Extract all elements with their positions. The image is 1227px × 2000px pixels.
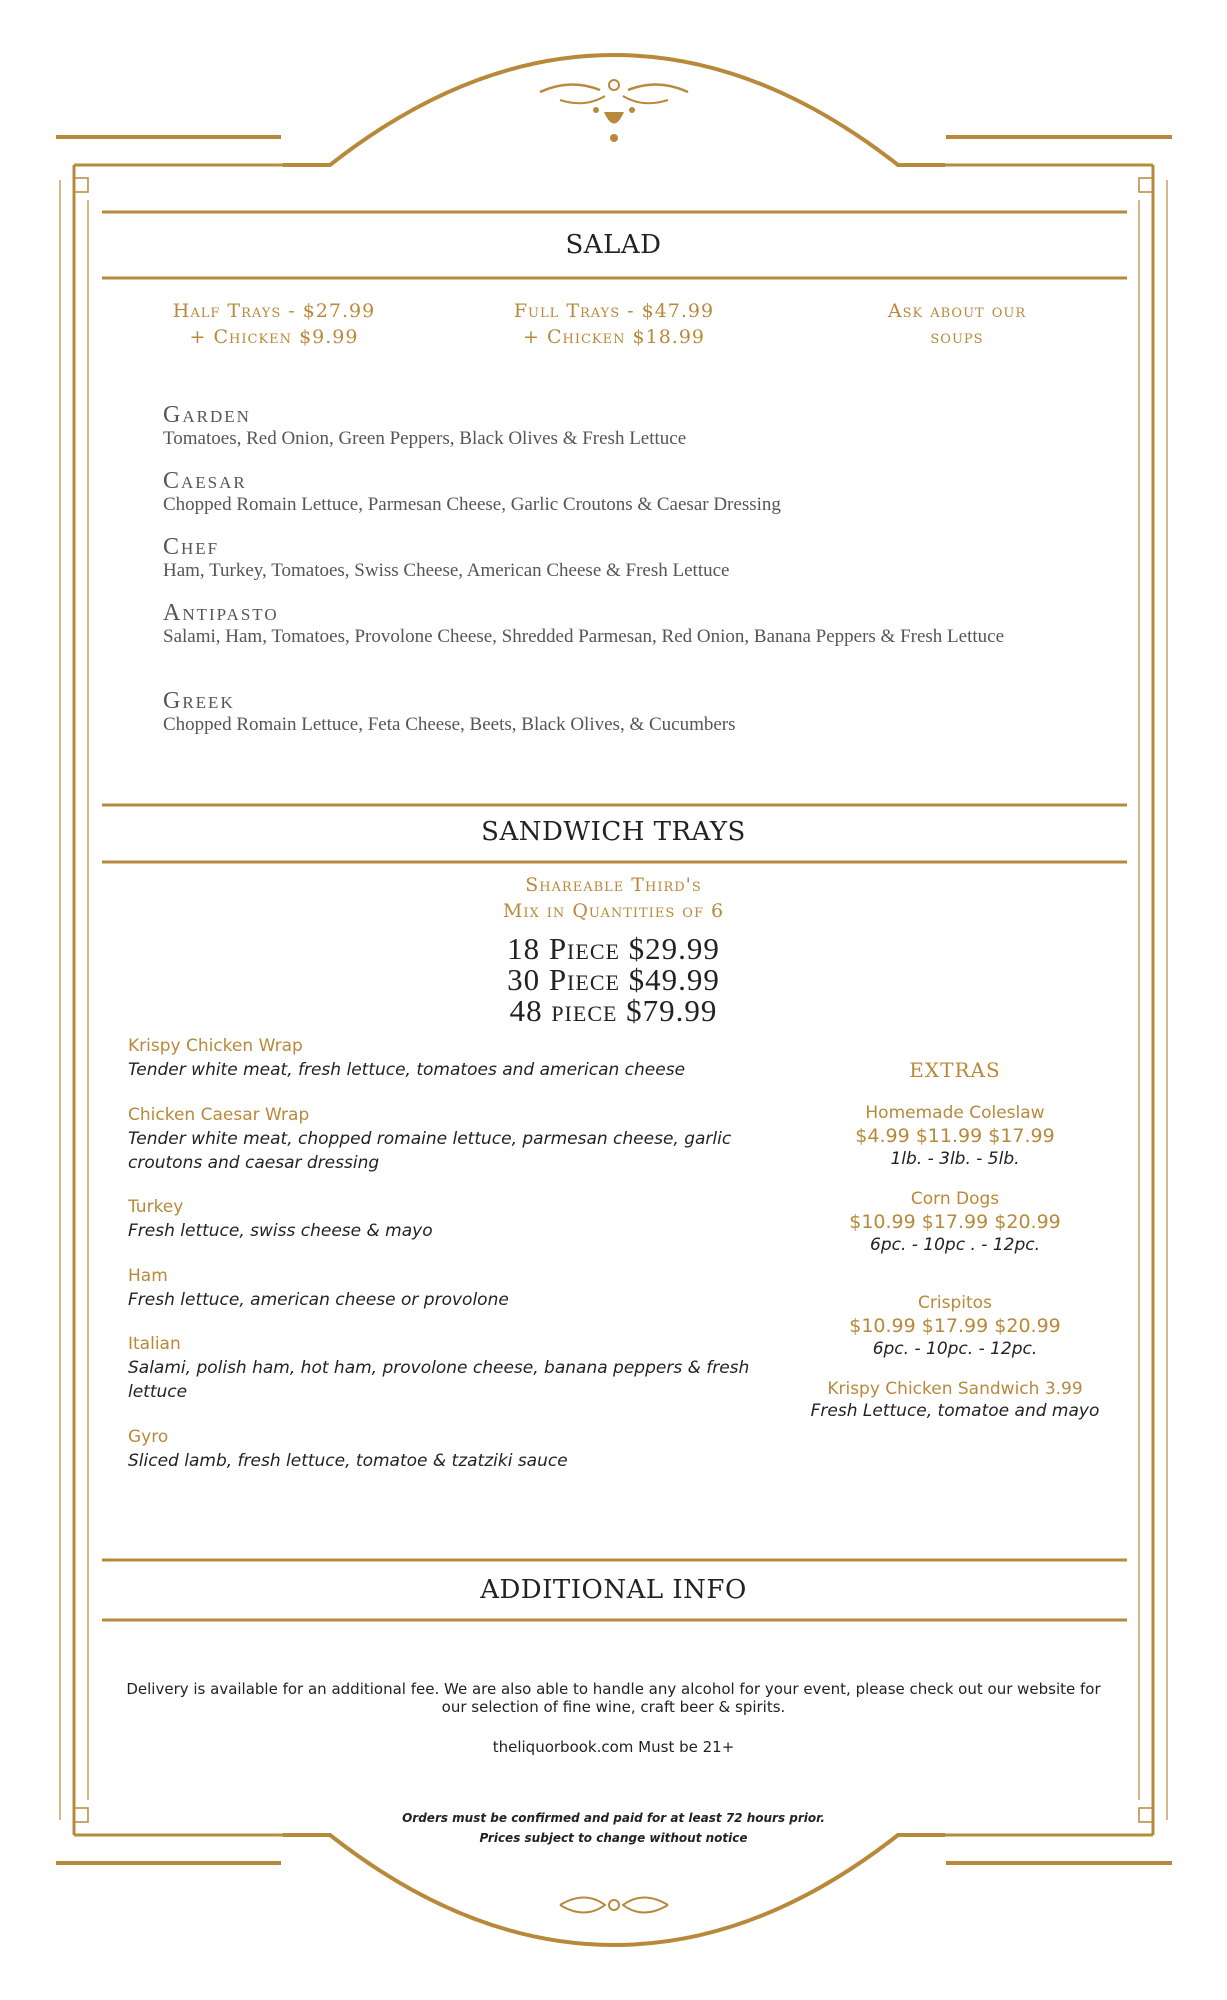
salad-title: SALAD: [565, 230, 662, 260]
piece-price: 48 piece $79.99: [509, 993, 718, 1028]
sandwich-name: Krispy Chicken Wrap: [128, 1036, 303, 1056]
sandwich-item: [128, 1333, 758, 1404]
extra-name: Crispitos: [918, 1293, 992, 1313]
salad-item: [163, 600, 1093, 647]
extra-item: [800, 1188, 1110, 1256]
order-notes: [0, 1808, 1227, 1848]
sandwich-desc: Salami, polish ham, hot ham, provolone cheese, banana peppers & fresh lettuce: [128, 1358, 750, 1402]
extra-qty: Fresh Lettuce, tomatoe and mayo: [810, 1401, 1100, 1421]
info-text: Delivery is available for an additional fee. We are also able to handle any alcohol for your event, please check out our website for our selection of fine wine, craft beer & spirits.: [126, 1680, 1101, 1716]
ask-line-1: Ask about our: [887, 300, 1027, 322]
extra-price: $10.99 $17.99 $20.99: [849, 1315, 1061, 1337]
sandwich-desc: Fresh lettuce, american cheese or provolone: [128, 1290, 509, 1310]
sandwich-title: SANDWICH TRAYS: [481, 817, 746, 847]
sandwich-desc: Fresh lettuce, swiss cheese & mayo: [128, 1221, 433, 1241]
sandwich-item: [128, 1104, 758, 1175]
salad-desc: Chopped Romain Lettuce, Parmesan Cheese, Garlic Croutons & Caesar Dressing: [163, 494, 781, 515]
salad-name: Garden: [163, 402, 251, 428]
sandwich-desc: Tender white meat, fresh lettuce, tomatoes and american cheese: [128, 1060, 686, 1080]
sandwich-subtitle: [0, 872, 1227, 924]
sandwich-name: Chicken Caesar Wrap: [128, 1105, 310, 1125]
full-trays-label: Full Trays - $47.99: [513, 300, 715, 322]
sandwich-name: Turkey: [128, 1197, 184, 1217]
salad-item: [163, 402, 1093, 449]
extra-qty: 6pc. - 10pc. - 12pc.: [872, 1339, 1038, 1359]
extra-qty: 1lb. - 3lb. - 5lb.: [890, 1149, 1020, 1169]
extra-price: $10.99 $17.99 $20.99: [849, 1211, 1061, 1233]
extras-title: EXTRAS: [909, 1058, 1001, 1082]
salad-item: [163, 468, 1093, 515]
extra-name: Corn Dogs: [910, 1189, 1000, 1209]
piece-price: 18 Piece $29.99: [507, 931, 720, 966]
half-trays-price: [124, 298, 424, 350]
salad-desc: Chopped Romain Lettuce, Feta Cheese, Beets, Black Olives, & Cucumbers: [163, 714, 736, 735]
sandwich-item: [128, 1196, 758, 1243]
salad-name: Greek: [163, 688, 235, 714]
website-link[interactable]: theliquorbook.com Must be 21+: [492, 1738, 735, 1756]
sandwich-sub-2: Mix in Quantities of 6: [502, 900, 725, 922]
half-trays-label: Half Trays - $27.99: [172, 300, 376, 322]
sandwich-desc: Sliced lamb, fresh lettuce, tomatoe & tzatziki sauce: [128, 1451, 568, 1471]
salad-item: [163, 534, 1093, 581]
extra-name: Homemade Coleslaw: [865, 1103, 1045, 1123]
full-chicken-label: + Chicken $18.99: [522, 326, 705, 348]
full-trays-price: [464, 298, 764, 350]
piece-price: 30 Piece $49.99: [507, 962, 720, 997]
salad-name: Antipasto: [163, 600, 279, 626]
sandwich-desc: Tender white meat, chopped romaine lettuce, parmesan cheese, garlic croutons and caesar dressing: [128, 1129, 732, 1173]
extra-item: [800, 1378, 1110, 1422]
sandwich-item: [128, 1426, 758, 1473]
salad-desc: Ham, Turkey, Tomatoes, Swiss Cheese, American Cheese & Fresh Lettuce: [163, 560, 730, 581]
sandwich-item: [128, 1035, 758, 1082]
salad-name: Caesar: [163, 468, 247, 494]
extra-item: [800, 1292, 1110, 1360]
sandwich-item: [128, 1265, 758, 1312]
salad-desc: Tomatoes, Red Onion, Green Peppers, Black Olives & Fresh Lettuce: [163, 428, 687, 449]
extra-price: $4.99 $11.99 $17.99: [855, 1125, 1055, 1147]
piece-prices: [0, 933, 1227, 1026]
ask-about-soups: [807, 298, 1107, 350]
sandwich-sub-1: Shareable Third's: [525, 874, 702, 896]
extra-item: [800, 1102, 1110, 1170]
order-note-2: Prices subject to change without notice: [479, 1831, 748, 1845]
extra-qty: 6pc. - 10pc . - 12pc.: [870, 1235, 1040, 1255]
sandwich-name: Italian: [128, 1334, 181, 1354]
order-note-1: Orders must be confirmed and paid for at least 72 hours prior.: [402, 1811, 825, 1825]
sandwich-name: Gyro: [128, 1427, 169, 1447]
ask-line-2: soups: [930, 326, 984, 348]
salad-desc: Salami, Ham, Tomatoes, Provolone Cheese, Shredded Parmesan, Red Onion, Banana Peppers & Fresh Lettuce: [163, 626, 1005, 647]
half-chicken-label: + Chicken $9.99: [189, 326, 359, 348]
salad-item: [163, 688, 1093, 735]
sandwich-name: Ham: [128, 1266, 168, 1286]
extra-name: Krispy Chicken Sandwich 3.99: [827, 1379, 1083, 1399]
info-title: ADDITIONAL INFO: [480, 1575, 747, 1605]
salad-name: Chef: [163, 534, 220, 560]
